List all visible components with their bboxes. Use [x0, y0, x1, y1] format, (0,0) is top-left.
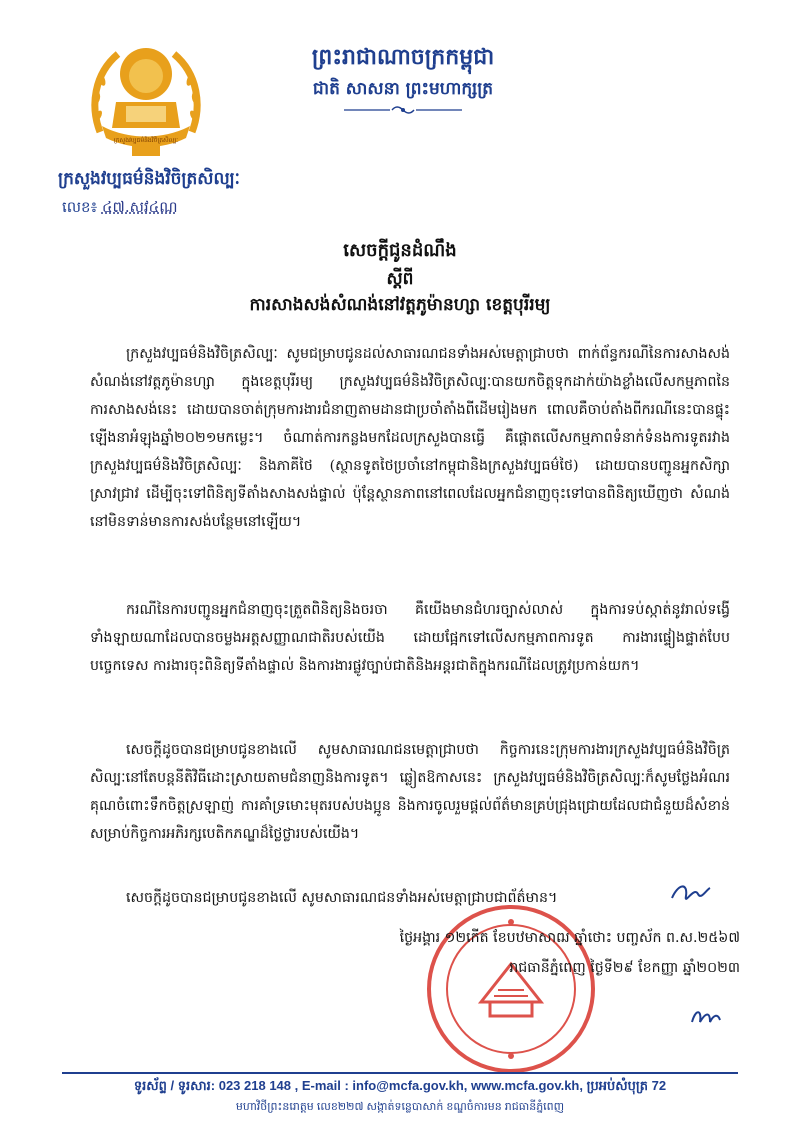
ministry-name: ក្រសួងវប្បធម៌និងវិចិត្រសិល្បៈ [58, 169, 240, 189]
footer-address: មហាវិថីព្រះនរោត្តម លេខ២២៧ សង្កាត់ទន្លេបាសាក់ ខណ្ឌចំការមន រាជធានីភ្នំពេញ [235, 1101, 565, 1113]
solar-date: រាជធានីភ្នំពេញ ថ្ងៃទី២៩ ខែកញ្ញា ឆ្នាំ២០២៣ [509, 960, 740, 976]
reference-value: ៤៧.សវ៤ណ [101, 198, 178, 216]
body-paragraph-3: សេចក្តីដូចបានជម្រាបជូនខាងលើ សូមសាធារណជនមេត្តាជ្រាបថា កិច្ចការនេះក្រុមការងារក្រសួងវប្បធម៌និងវិចិត្រសិល្បៈនៅតែបន្តនីតិវិធីដោះស្រាយតាមជំនាញនិងការទូត។ ឆ្លៀតឱកាសនេះ ក្រសួងវប្បធម៌និងវិចិត្រសិល្បៈក៏សូមថ្លែងអំណរគុណចំពោះទឹកចិត្តស្រឡាញ់ ការគាំទ្រមោះមុតរបស់បងប្អូន និងការចូលរួមផ្តល់ព័ត៌មានគ្រប់ជ្រុងជ្រោយដែលជាជំនួយដ៏សំខាន់សម្រាប់កិច្ចការអភិរក្សបេតិកភណ្ឌដ៏ថ្លៃថ្លារបស់យើង។ [90, 742, 730, 842]
kingdom-title: ព្រះរាជាណាចក្រកម្ពុជា [311, 44, 495, 70]
initial-signature-icon [668, 876, 714, 910]
body-paragraph-4: សេចក្តីដូចបានជម្រាបជូនខាងលើ សូមសាធារណជនទាំងអស់មេត្តាជ្រាបជាព័ត៌មាន។ [126, 890, 558, 906]
kingdom-header [258, 40, 548, 104]
notice-title: សេចក្តីជូនដំណឹង [343, 240, 457, 261]
footer-divider [62, 1072, 738, 1074]
notice-subject: ការសាងសង់សំណង់នៅវត្តភូម៉ានហ្សា ខេត្តបុរីរម្យ [249, 295, 551, 315]
footer-contact: ទូរស័ព្ទ / ទូរសារ: 023 218 148 , E-mail : info@mcfa.gov.kh, www.mcfa.gov.kh, ប្រអប់សំបុត្រ 72 [133, 1078, 667, 1093]
emblem-ribbon-text: ក្រសួងវប្បធម៌និងវិចិត្រសិល្បៈ [113, 137, 179, 144]
body-paragraph-1: ក្រសួងវប្បធម៌និងវិចិត្រសិល្បៈ សូមជម្រាបជូនដល់សាធារណជនទាំងអស់មេត្តាជ្រាបថា ពាក់ព័ន្ធករណីនៃការសាងសង់សំណង់នៅវត្តភូម៉ានហ្សា ក្នុងខេត្តបុរីរម្យ ក្រសួងវប្បធម៌និងវិចិត្រសិល្បៈបានយកចិត្តទុកដាក់យ៉ាងខ្លាំងលើសកម្មភាពនៃការសាងសង់នេះ ដោយបានចាត់ក្រុមការងារជំនាញតាមដានជាប្រចាំតាំងពីដើមរៀងមក ពោលគឺចាប់តាំងពីករណីនេះបានផ្ទុះឡើងនាអំឡុងឆ្នាំ២០២១មកម្លេះ។ ចំណាត់ការកន្លងមកដែលក្រសួងបានធ្វើ គឺផ្តោតលើសកម្មភាពទំនាក់ទំនងការទូតរវាងក្រសួងវប្បធម៌និងវិចិត្រសិល្បៈ និងភាគីថៃ (ស្ថានទូតថៃប្រចាំនៅកម្ពុជានិងក្រសួងវប្បធម៌ថៃ) ដោយបានបញ្ជូនអ្នកសិក្សាស្រាវជ្រាវ ដើម្បីចុះទៅពិនិត្យទីតាំងសាងសង់ផ្ទាល់ ប៉ុន្តែស្ថានភាពនៅពេលដែលអ្នកជំនាញចុះទៅបានពិនិត្យឃើញថា សំណង់នៅមិនទាន់មានការសង់បន្ថែមនៅឡើយ។ [90, 346, 730, 530]
lunar-date: ថ្ងៃអង្គារ ១២កើត ខែបឋមាសាឍ ឆ្នាំថោះ បញ្ចស័ក ព.ស.២៥៦៧ [399, 930, 740, 946]
notice-subject-label: ស្តីពី [386, 269, 414, 289]
national-motto: ជាតិ សាសនា ព្រះមហាក្សត្រ [312, 79, 494, 99]
ministry-emblem-icon [88, 36, 204, 160]
reference-number [62, 198, 178, 220]
reference-label: លេខ៖ [62, 198, 98, 216]
signature-mark-icon [688, 1004, 724, 1030]
ornament-divider-icon [340, 104, 466, 116]
body-paragraph-2: ករណីនៃការបញ្ជូនអ្នកជំនាញចុះត្រួតពិនិត្យនិងចរចា គឺយើងមានជំហរច្បាស់លាស់ ក្នុងការទប់ស្កាត់នូវរាល់ទង្វើទាំងឡាយណាដែលបានចម្លងអត្តសញ្ញាណជាតិរបស់យើង ដោយផ្អែកទៅលើសកម្មភាពការទូត ការងារផ្ទៀងផ្ទាត់បែបបច្ចេកទេស ការងារចុះពិនិត្យទីតាំងផ្ទាល់ និងការងារផ្លូវច្បាប់ជាតិនិងអន្តរជាតិក្នុងករណីដែលត្រូវប្រកាន់យក។ [90, 602, 730, 674]
